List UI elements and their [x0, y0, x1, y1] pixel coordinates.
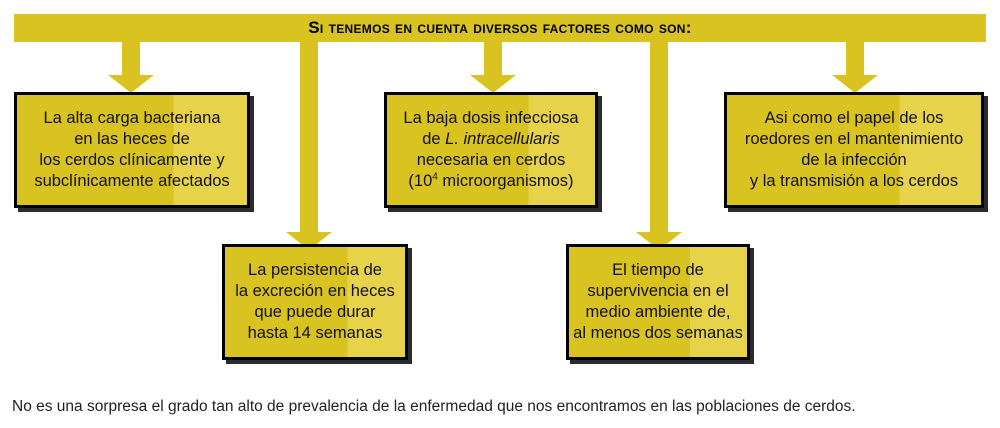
box-persistencia-line-2: la excreción en heces [235, 282, 395, 300]
box-persistencia-text [235, 260, 395, 344]
arrow-roedores [832, 75, 878, 93]
arrow-carga [108, 75, 154, 93]
box-dosis-line-2-prefix: de [422, 130, 446, 148]
box-roedores [724, 92, 984, 208]
box-dosis-species: L. intracellularis [445, 130, 560, 148]
box-tiempo-line-3: medio ambiente de, [585, 303, 731, 321]
header-title: Si tenemos en cuenta diversos factores como son: [308, 18, 692, 37]
stem-tiempo [650, 42, 668, 232]
box-dosis-infecciosa [384, 92, 598, 208]
box-persistencia [222, 244, 408, 360]
box-roedores-line-3: de la infección [801, 151, 907, 169]
box-persistencia-line-4: hasta 14 semanas [247, 324, 383, 342]
box-carga-line-3: los cerdos clínicamente y [39, 151, 225, 169]
box-dosis-exponent: 4 [432, 171, 438, 183]
stem-persistencia [300, 42, 318, 232]
box-carga-line-2: en las heces de [74, 130, 190, 148]
stem-carga [122, 42, 140, 75]
box-dosis-text [403, 108, 578, 192]
footer-caption: No es una sorpresa el grado tan alto de prevalencia de la enfermedad que nos encontramos en las poblaciones de cerdos. [12, 398, 856, 415]
stem-dosis [484, 42, 502, 75]
box-dosis-line-4-open: (10 [408, 172, 433, 190]
box-roedores-line-1: Asi como el papel de los [764, 109, 944, 127]
box-tiempo-text [573, 260, 743, 344]
box-persistencia-line-3: que puede durar [254, 303, 376, 321]
box-roedores-text [745, 108, 963, 192]
box-carga-line-4: subclínicamente afectados [34, 172, 230, 190]
box-persistencia-line-1: La persistencia de [248, 261, 382, 279]
box-tiempo-line-1: El tiempo de [612, 261, 704, 279]
box-tiempo-line-4: al menos dos semanas [573, 324, 743, 342]
box-carga-line-1: La alta carga bacteriana [43, 109, 221, 127]
arrow-dosis [470, 75, 516, 93]
box-roedores-line-2: roedores en el mantenimiento [744, 130, 964, 148]
box-dosis-line-1: La baja dosis infecciosa [403, 109, 579, 127]
box-carga-bacteriana [14, 92, 250, 208]
box-dosis-line-3: necesaria en cerdos [416, 151, 566, 169]
box-dosis-line-4-rest: microorganismos) [437, 172, 574, 190]
stem-roedores [846, 42, 864, 75]
box-carga-text [34, 108, 229, 192]
box-roedores-line-4: y la transmisión a los cerdos [749, 172, 959, 190]
box-tiempo-supervivencia [566, 244, 750, 360]
box-tiempo-line-2: supervivencia en el [587, 282, 729, 300]
